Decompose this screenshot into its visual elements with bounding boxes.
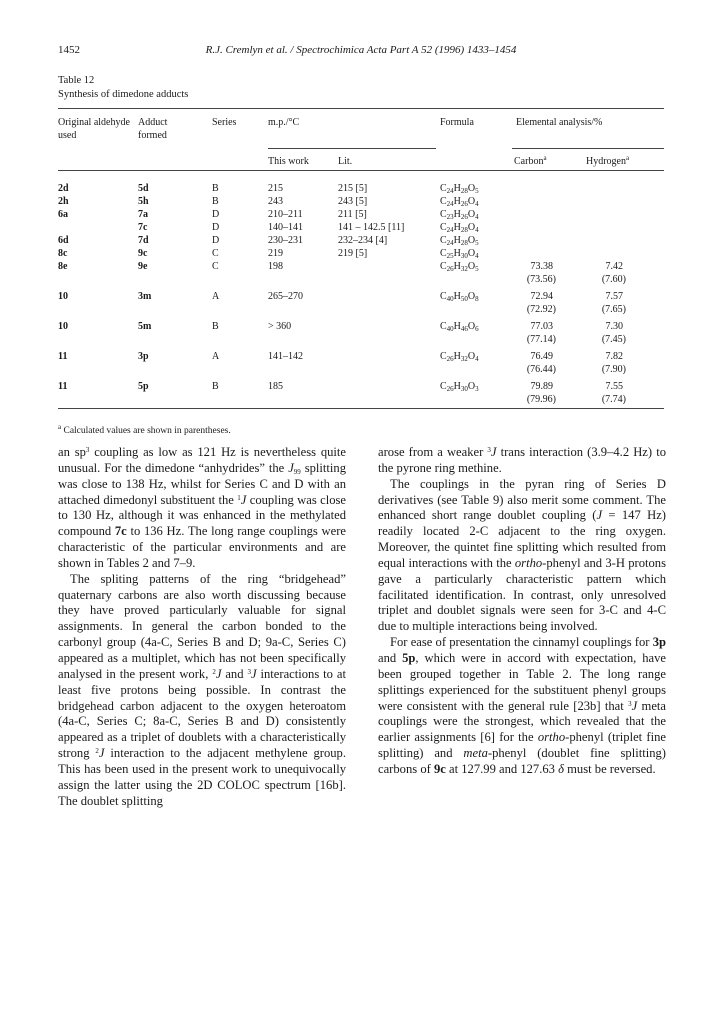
cell-hydrogen-found: 7.42: [605, 261, 623, 272]
cell-mp-lit: 219 [5]: [338, 248, 368, 259]
cell-aldehyde: 8e: [58, 261, 68, 272]
header-hydrogen: Hydrogen$^a$: [586, 154, 630, 167]
cell-carbon-found: 79.89: [530, 381, 553, 392]
header-this-work: This work: [268, 156, 309, 167]
cell-hydrogen-calc: (7.45): [601, 334, 626, 345]
cell-carbon-calc: (76.44): [526, 364, 556, 375]
running-header: [58, 44, 664, 60]
cell-series: D: [212, 235, 220, 246]
body-column-right: [378, 445, 666, 778]
cell-adduct: 5h: [138, 196, 149, 207]
header-aldehyde: Original aldehyde used: [58, 117, 130, 141]
cell-series: C: [212, 261, 219, 272]
cell-mp-this-work: 185: [268, 381, 283, 392]
header-formula: Formula: [440, 117, 474, 128]
cell-formula: $C_{26}H_{30}O_3$: [440, 381, 479, 393]
cell-series: D: [212, 209, 220, 220]
cell-adduct: 9c: [138, 248, 148, 259]
cell-formula: $C_{24}H_{28}O_4$: [440, 222, 479, 234]
body-paragraph: arose from a weaker $^3$J trans interaction (3.9–4.2 Hz) to the pyrone ring methine.: [378, 445, 666, 475]
cell-mp-lit: 243 [5]: [338, 196, 368, 207]
cell-carbon-calc: (79.96): [526, 394, 556, 405]
cell-aldehyde: 8c: [58, 248, 68, 259]
cell-adduct: 9e: [138, 261, 148, 272]
cell-hydrogen-calc: (7.74): [601, 394, 626, 405]
cell-aldehyde: 2h: [58, 196, 69, 207]
cell-mp-this-work: > 360: [268, 321, 292, 332]
cell-mp-this-work: 243: [268, 196, 283, 207]
table-caption: [58, 74, 188, 102]
cell-aldehyde: 10: [58, 321, 68, 332]
cell-mp-this-work: 219: [268, 248, 283, 259]
cell-carbon-found: 73.38: [530, 261, 553, 272]
table-footnote: $^a$ Calculated values are shown in parentheses.: [58, 423, 231, 436]
cell-mp-lit: 211 [5]: [338, 209, 367, 220]
header-mp: m.p./°C: [268, 117, 300, 128]
cell-formula: $C_{24}H_{28}O_5$: [440, 235, 479, 247]
journal-citation: R.J. Cremlyn et al. / Spectrochimica Acta Part A 52 (1996) 1433–1454: [205, 44, 517, 56]
header-carbon: Carbon$^a$: [514, 154, 547, 167]
cell-hydrogen-calc: (7.90): [601, 364, 626, 375]
cell-adduct: 5p: [138, 381, 149, 392]
cell-aldehyde: 11: [58, 351, 68, 362]
cell-aldehyde: 6d: [58, 235, 69, 246]
cell-series: D: [212, 222, 220, 233]
header-elemental-analysis: Elemental analysis/%: [516, 117, 603, 128]
cell-carbon-calc: (77.14): [526, 334, 556, 345]
cell-formula: $C_{40}H_{50}O_8$: [440, 291, 479, 303]
body-paragraph: The spliting patterns of the ring “bridgehead” quaternary carbons are also worth discussing because they have proved particularly valuable for signal assignments. In general the carbon bonded to the carbonyl group (4a-C, Series B and D; 9a-C, Series C) appeared as a multiplet, which has not been specifically analysed in the present work, $^2$J and $^3$J interactions to at least five protons being possible. In contrast the bridgehead carbon adjacent to the oxygen heteroatom (4a-C, Series C; 8a-C, Series B and D) consistently appeared as a triplet of doublets with a characteristically strong $^2$J interaction to the adjacent methylene group. This has been used in the present work to unequivocally assign the latter using the 2D COLOC spectrum [16b]. The doublet splitting: [58, 571, 346, 808]
cell-carbon-found: 72.94: [530, 291, 553, 302]
cell-formula: $C_{26}H_{32}O_5$: [440, 261, 479, 273]
cell-aldehyde: 2d: [58, 183, 69, 194]
cell-adduct: 3m: [138, 291, 152, 302]
body-paragraph: The couplings in the pyran ring of Series D derivatives (see Table 9) also merit some comment. The enhanced short range doublet coupling (J = 147 Hz) readily located 2-C adjacent to the ring oxygen. Moreover, the quintet fine splitting which resulted from equal interactions with the ortho-phenyl and 3-H protons gave a particularly characteristic pattern which facilitated identification. In contrast, only unresolved triplet and doublet signals were seen for 3-C and 4-C due to multiple interactions being involved.: [378, 476, 666, 634]
cell-mp-this-work: 140–141: [268, 222, 303, 233]
cell-mp-lit: 215 [5]: [338, 183, 368, 194]
cell-carbon-calc: (73.56): [526, 274, 556, 285]
body-column-left: [58, 445, 346, 809]
cell-hydrogen-found: 7.55: [605, 381, 623, 392]
mp-group-rule: [268, 148, 436, 149]
cell-aldehyde: 6a: [58, 209, 68, 220]
cell-mp-this-work: 141–142: [268, 351, 303, 362]
cell-mp-lit: 141 – 142.5 [11]: [338, 222, 405, 233]
cell-series: B: [212, 183, 219, 194]
cell-adduct: 5d: [138, 183, 149, 194]
cell-hydrogen-calc: (7.65): [601, 304, 626, 315]
cell-hydrogen-found: 7.82: [605, 351, 623, 362]
cell-adduct: 7d: [138, 235, 149, 246]
cell-aldehyde: 11: [58, 381, 68, 392]
cell-mp-this-work: 215: [268, 183, 283, 194]
header-series: Series: [212, 117, 237, 128]
cell-formula: $C_{24}H_{28}O_5$: [440, 183, 479, 195]
cell-carbon-found: 76.49: [530, 351, 553, 362]
table-top-rule: [58, 108, 664, 109]
cell-series: B: [212, 381, 219, 392]
cell-adduct: 7a: [138, 209, 148, 220]
header-bottom-rule: [58, 170, 664, 171]
cell-hydrogen-calc: (7.60): [601, 274, 626, 285]
cell-adduct: 5m: [138, 321, 152, 332]
cell-series: C: [212, 248, 219, 259]
cell-series: A: [212, 351, 220, 362]
cell-mp-this-work: 210–211: [268, 209, 303, 220]
cell-mp-this-work: 265–270: [268, 291, 303, 302]
cell-series: B: [212, 321, 219, 332]
cell-formula: $C_{26}H_{32}O_4$: [440, 351, 479, 363]
table-label: Table 12: [58, 75, 95, 86]
cell-formula: $C_{25}H_{30}O_4$: [440, 248, 479, 260]
body-paragraph: For ease of presentation the cinnamyl couplings for 3p and 5p, which were in accord with expectation, have been grouped together in Table 2. The long range splittings experienced for the substituent phenyl groups were consistent with the general rule [23b] that $^3$J meta couplings were the strongest, which revealed that the earlier assignments [6] for the ortho-phenyl (triplet fine splitting) and meta-phenyl (doublet fine splitting) carbons of 9c at 127.99 and 127.63 δ must be reversed.: [378, 635, 667, 776]
cell-hydrogen-found: 7.30: [605, 321, 623, 332]
cell-hydrogen-found: 7.57: [605, 291, 623, 302]
cell-adduct: 3p: [138, 351, 149, 362]
body-paragraph: an $sp^3$ coupling as low as 121 Hz is nevertheless quite unusual. For the dimedone “anhydrides” the $J_{99}$ splitting was close to 138 Hz, whilst for Series C and D with an attached dimedonyl substituent the $^1$J coupling was close to 130 Hz, although it was enhanced in the methylated compound 7c to 136 Hz. The long range couplings were characteristic of the particular environments and are shown in Tables 2 and 7–9.: [58, 445, 347, 570]
analysis-group-rule: [512, 148, 664, 149]
cell-series: B: [212, 196, 219, 207]
cell-mp-lit: 232–234 [4]: [338, 235, 388, 246]
cell-mp-this-work: 198: [268, 261, 283, 272]
header-lit: Lit.: [338, 156, 353, 167]
table-title: Synthesis of dimedone adducts: [58, 89, 189, 100]
page-number: 1452: [58, 44, 80, 56]
header-adduct: Adduct formed: [138, 117, 168, 141]
table-bottom-rule: [58, 408, 664, 409]
cell-formula: $C_{23}H_{26}O_4$: [440, 209, 479, 221]
cell-formula: $C_{24}H_{26}O_4$: [440, 196, 479, 208]
cell-series: A: [212, 291, 220, 302]
cell-carbon-calc: (72.92): [526, 304, 556, 315]
cell-formula: $C_{40}H_{46}O_6$: [440, 321, 479, 333]
cell-carbon-found: 77.03: [530, 321, 553, 332]
cell-adduct: 7c: [138, 222, 148, 233]
cell-aldehyde: 10: [58, 291, 68, 302]
cell-mp-this-work: 230–231: [268, 235, 303, 246]
